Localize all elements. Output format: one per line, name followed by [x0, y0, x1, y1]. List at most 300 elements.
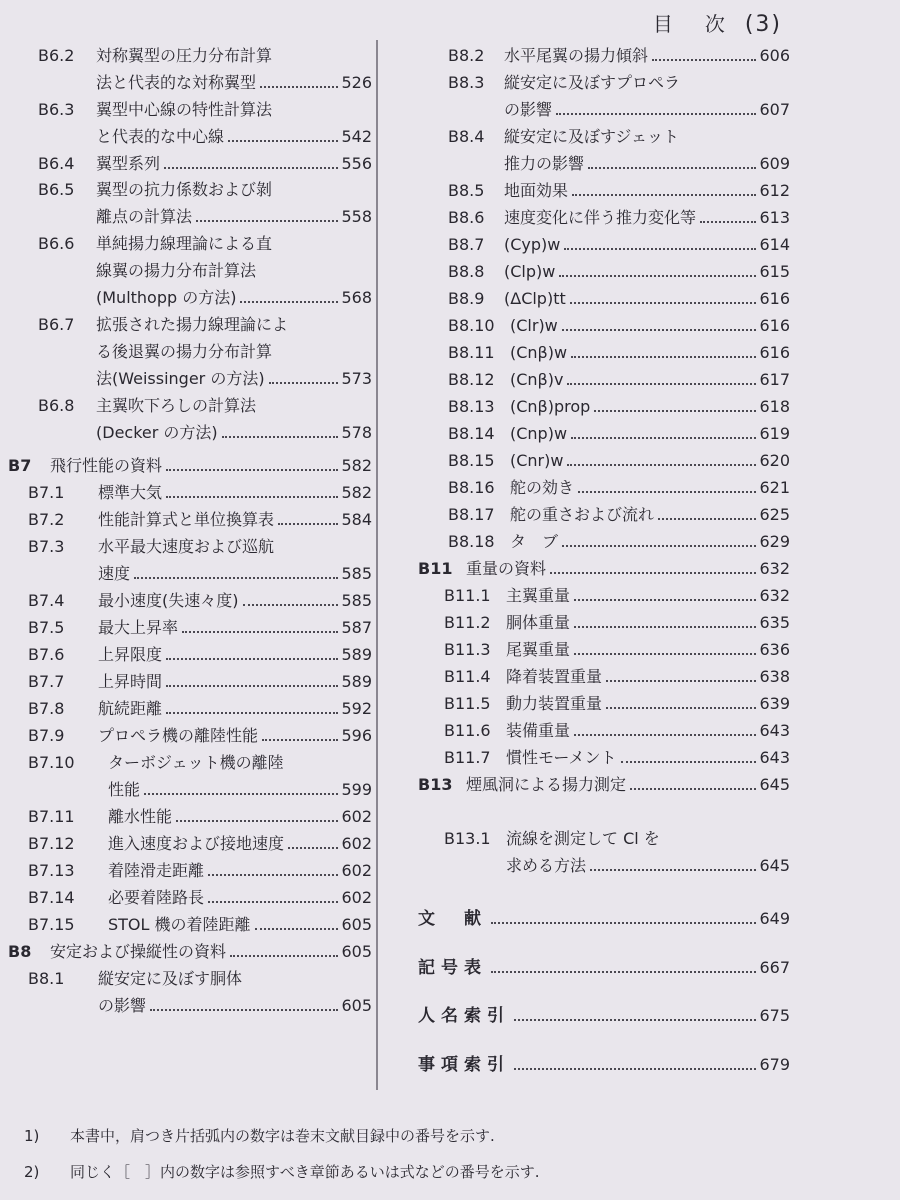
toc-entry[interactable]: [8, 938, 372, 965]
entry-title: (Cnr)w: [510, 451, 564, 470]
entry-title: 上昇時間: [98, 672, 163, 691]
toc-entry[interactable]: [448, 69, 790, 123]
section-number: B8.18: [448, 532, 495, 551]
entry-title: 単純揚力線理論による直: [96, 234, 273, 253]
entry-title: (Cyp)w: [504, 235, 561, 254]
page-number: 679: [759, 1055, 790, 1074]
toc-entry[interactable]: [38, 230, 372, 311]
dot-leader: [658, 518, 756, 520]
toc-entry[interactable]: [448, 447, 790, 474]
section-number: B7.13: [28, 861, 75, 880]
section-number: B7.12: [28, 834, 75, 853]
toc-entry[interactable]: [418, 771, 790, 798]
toc-entry-line: [448, 258, 790, 285]
toc-entry[interactable]: [418, 905, 790, 932]
page-number: 617: [759, 370, 790, 389]
dot-leader: [630, 788, 756, 790]
toc-entry[interactable]: [28, 830, 372, 857]
toc-entry[interactable]: [38, 96, 372, 150]
toc-entry-line: [38, 203, 372, 230]
entry-title: 動力装置重量: [506, 694, 603, 713]
section-number: B6.3: [38, 100, 75, 119]
toc-entry-line: [444, 825, 790, 852]
section-number: B11.5: [444, 694, 491, 713]
entry-title: 翼型の抗力係数および剝: [96, 180, 273, 199]
dot-leader: [260, 86, 338, 88]
dot-leader: [574, 734, 756, 736]
entry-title: (Cnβ)w: [510, 343, 568, 362]
toc-entry[interactable]: [448, 42, 790, 69]
section-number: B8: [8, 942, 32, 961]
toc-entry-line: [444, 636, 790, 663]
toc-entry-line: [38, 338, 372, 365]
entry-title: 降着装置重量: [506, 667, 603, 686]
entry-title: 離点の計算法: [96, 207, 193, 226]
dot-leader: [144, 793, 338, 795]
page-number: 573: [341, 369, 372, 388]
toc-entry-line: [38, 123, 372, 150]
entry-title: 性能: [108, 780, 141, 799]
toc-entry[interactable]: [28, 668, 372, 695]
section-number: B7.7: [28, 672, 65, 691]
dot-leader: [514, 1019, 756, 1021]
section-number: B8.9: [448, 289, 485, 308]
entry-title: STOL 機の着陸距離: [108, 915, 251, 934]
footnote-text: 同じく［ ］内の数字は参照すべき章節あるいは式などの番号を示す.: [70, 1163, 540, 1181]
entry-title: (Multhopp の方法): [96, 288, 237, 307]
page-number: 602: [341, 888, 372, 907]
page-number: 616: [759, 343, 790, 362]
toc-entry-line: [448, 42, 790, 69]
entry-title: (ΔClp)tt: [504, 289, 566, 308]
toc-entry-line: [448, 69, 790, 96]
entry-title: (Clr)w: [510, 316, 558, 335]
page-number: 606: [759, 46, 790, 65]
toc-entry[interactable]: [448, 258, 790, 285]
toc-entry-line: [28, 776, 372, 803]
section-number: B8.2: [448, 46, 485, 65]
toc-entry-line: [448, 285, 790, 312]
toc-entry-line: [444, 582, 790, 609]
dot-leader: [166, 496, 338, 498]
entry-title: 法と代表的な対称翼型: [96, 73, 257, 92]
entry-title: 速度変化に伴う推力変化等: [504, 208, 697, 227]
toc-entry-line: [448, 177, 790, 204]
page-number: 585: [341, 564, 372, 583]
entry-title: 舵の効き: [510, 478, 575, 497]
toc-entry-line: [448, 96, 790, 123]
section-number: B6.2: [38, 46, 75, 65]
section-number: B13.1: [444, 829, 491, 848]
toc-entry[interactable]: [28, 911, 372, 938]
toc-entry-line: [28, 560, 372, 587]
page-number: 609: [759, 154, 790, 173]
toc-entry[interactable]: [38, 392, 372, 446]
page-number: 636: [759, 640, 790, 659]
toc-entry[interactable]: [28, 695, 372, 722]
toc-entry-line: [418, 954, 790, 981]
page-number: 639: [759, 694, 790, 713]
dot-leader: [491, 971, 756, 973]
page-header: [653, 8, 782, 37]
section-number: B11.4: [444, 667, 491, 686]
dot-leader: [491, 922, 756, 924]
footnote-number: 1): [24, 1127, 40, 1145]
toc-entry[interactable]: [448, 177, 790, 204]
dot-leader: [550, 572, 756, 574]
page-number: 620: [759, 451, 790, 470]
section-number: B11.1: [444, 586, 491, 605]
toc-entry[interactable]: [418, 1002, 790, 1029]
toc-entry-line: [448, 339, 790, 366]
toc-entry-line: [448, 150, 790, 177]
toc-entry-line: [28, 911, 372, 938]
dot-leader: [571, 437, 756, 439]
entry-title: (Clp)w: [504, 262, 556, 281]
toc-entry-line: [28, 722, 372, 749]
toc-entry[interactable]: [28, 641, 372, 668]
entry-title: 地面効果: [504, 181, 569, 200]
section-number: B7.1: [28, 483, 65, 502]
toc-entry[interactable]: [448, 339, 790, 366]
dot-leader: [574, 653, 756, 655]
footnote-2: [24, 1154, 884, 1190]
dot-leader: [562, 329, 757, 331]
entry-title: 離水性能: [108, 807, 173, 826]
entry-title: (Decker の方法): [96, 423, 218, 442]
section-number: B7.14: [28, 888, 75, 907]
toc-entry[interactable]: [28, 479, 372, 506]
entry-title: 文 献: [418, 909, 487, 929]
toc-entry[interactable]: [28, 749, 372, 803]
toc-entry-line: [38, 365, 372, 392]
section-number: B8.4: [448, 127, 485, 146]
section-number: B7.15: [28, 915, 75, 934]
toc-entry[interactable]: [448, 528, 790, 555]
dot-leader: [574, 599, 756, 601]
entry-title: 縦安定に及ぼす胴体: [98, 969, 243, 988]
toc-entry[interactable]: [448, 420, 790, 447]
dot-leader: [578, 491, 756, 493]
toc-entry[interactable]: [28, 587, 372, 614]
section-number: B6.8: [38, 396, 75, 415]
toc-entry[interactable]: [28, 884, 372, 911]
toc-entry[interactable]: [38, 176, 372, 230]
entry-title: の影響: [504, 100, 553, 119]
page-number: 618: [759, 397, 790, 416]
entry-title: 流線を測定して Cl を: [506, 829, 660, 848]
section-number: B8.11: [448, 343, 495, 362]
toc-entry[interactable]: [38, 42, 372, 96]
entry-title: タ ブ: [510, 532, 559, 551]
page-number: 616: [759, 316, 790, 335]
dot-leader: [230, 955, 338, 957]
page-number: 645: [759, 856, 790, 875]
toc-entry-line: [448, 420, 790, 447]
page-number: 568: [341, 288, 372, 307]
dot-leader: [166, 658, 338, 660]
page-number: 584: [341, 510, 372, 529]
toc-entry-line: [38, 96, 372, 123]
toc-entry[interactable]: [448, 123, 790, 177]
entry-title: 航続距離: [98, 699, 163, 718]
section-number: B7.10: [28, 753, 75, 772]
dot-leader: [514, 1068, 756, 1070]
toc-entry[interactable]: [448, 474, 790, 501]
dot-leader: [176, 820, 338, 822]
toc-entry-line: [28, 803, 372, 830]
dot-leader: [652, 59, 756, 61]
page-number: 582: [341, 483, 372, 502]
toc-entry[interactable]: [28, 533, 372, 587]
toc-entry[interactable]: [448, 204, 790, 231]
toc-entry[interactable]: [444, 636, 790, 663]
entry-title: 慣性モーメント: [506, 748, 617, 767]
dot-leader: [240, 301, 338, 303]
toc-entry-line: [38, 284, 372, 311]
entry-title: 法(Weissinger の方法): [96, 369, 265, 388]
dot-leader: [222, 436, 339, 438]
footnote-1: [24, 1118, 884, 1154]
dot-leader: [556, 113, 756, 115]
page-number: 592: [341, 699, 372, 718]
header-label: 目 次: [652, 12, 731, 36]
entry-title: 記号表: [418, 958, 487, 978]
dot-leader: [269, 382, 339, 384]
entry-title: 主翼吹下ろしの計算法: [96, 396, 257, 415]
entry-title: 翼型系列: [96, 154, 161, 173]
page-number: 621: [759, 478, 790, 497]
toc-entry-line: [418, 771, 790, 798]
page-number: 585: [341, 591, 372, 610]
page-number: 596: [341, 726, 372, 745]
toc-entry-line: [28, 857, 372, 884]
dot-leader: [166, 685, 338, 687]
toc-entry[interactable]: [444, 717, 790, 744]
entry-title: 拡張された揚力線理論によ: [96, 315, 289, 334]
toc-entry[interactable]: [444, 582, 790, 609]
page-number: 542: [341, 127, 372, 146]
toc-entry-line: [448, 393, 790, 420]
toc-entry-line: [38, 419, 372, 446]
section-number: B8.6: [448, 208, 485, 227]
page-number: 645: [759, 775, 790, 794]
section-number: B13: [418, 775, 453, 794]
toc-entry-line: [28, 614, 372, 641]
dot-leader: [196, 220, 338, 222]
section-number: B7.6: [28, 645, 65, 664]
toc-entry[interactable]: [448, 312, 790, 339]
page-number: 578: [341, 423, 372, 442]
toc-entry-line: [28, 506, 372, 533]
section-number: B11.3: [444, 640, 491, 659]
entry-title: 進入速度および接地速度: [108, 834, 285, 853]
toc-entry-line: [448, 474, 790, 501]
entry-title: 縦安定に及ぼすプロペラ: [504, 73, 681, 92]
footnote-number: 2): [24, 1163, 40, 1181]
dot-leader: [262, 739, 338, 741]
section-number: B8.17: [448, 505, 495, 524]
page-number: 638: [759, 667, 790, 686]
toc-entry[interactable]: [28, 965, 372, 1019]
entry-title: (Cnβ)v: [510, 370, 564, 389]
toc-entry-line: [28, 533, 372, 560]
page-number: 605: [341, 942, 372, 961]
toc-entry[interactable]: [418, 954, 790, 981]
dot-leader: [166, 712, 338, 714]
dot-leader: [562, 545, 756, 547]
entry-title: 装備重量: [506, 721, 571, 740]
page-number: 556: [341, 154, 372, 173]
page-number: 632: [759, 559, 790, 578]
page-number: 607: [759, 100, 790, 119]
entry-title: 水平最大速度および巡航: [98, 537, 275, 556]
entry-title: (Cnp)w: [510, 424, 568, 443]
entry-title: 事項索引: [418, 1055, 510, 1075]
entry-title: 安定および操縦性の資料: [50, 942, 227, 961]
section-number: B6.6: [38, 234, 75, 253]
section-number: B7.5: [28, 618, 65, 637]
dot-leader: [243, 604, 339, 606]
page-number: 602: [341, 807, 372, 826]
page-number: 526: [341, 73, 372, 92]
dot-leader: [228, 140, 338, 142]
page-number: 612: [759, 181, 790, 200]
dot-leader: [571, 356, 756, 358]
toc-entry-line: [28, 965, 372, 992]
toc-entry-line: [28, 695, 372, 722]
toc-entry[interactable]: [448, 366, 790, 393]
toc-entry[interactable]: [28, 803, 372, 830]
toc-entry[interactable]: [28, 857, 372, 884]
toc-entry-line: [28, 992, 372, 1019]
dot-leader: [166, 469, 338, 471]
toc-entry[interactable]: [444, 690, 790, 717]
page-number: 632: [759, 586, 790, 605]
page-number: 558: [341, 207, 372, 226]
toc-entry-line: [448, 501, 790, 528]
entry-title: 線翼の揚力分布計算法: [96, 261, 257, 280]
toc-entry-line: [38, 257, 372, 284]
toc-entry-line: [448, 366, 790, 393]
toc-entry-line: [38, 42, 372, 69]
toc-entry[interactable]: [448, 285, 790, 312]
dot-leader: [606, 707, 756, 709]
entry-title: 着陸滑走距離: [108, 861, 205, 880]
toc-entry-line: [444, 663, 790, 690]
toc-entry-line: [448, 312, 790, 339]
section-number: B11.2: [444, 613, 491, 632]
dot-leader: [594, 410, 756, 412]
toc-entry[interactable]: [28, 506, 372, 533]
toc-entry-line: [448, 204, 790, 231]
toc-entry-line: [418, 555, 790, 582]
entry-title: 最大上昇率: [98, 618, 179, 637]
toc-entry[interactable]: [28, 614, 372, 641]
entry-title: 飛行性能の資料: [50, 456, 163, 475]
dot-leader: [567, 383, 756, 385]
toc-entry[interactable]: [448, 393, 790, 420]
column-divider: [376, 40, 378, 1090]
section-number: B8.5: [448, 181, 485, 200]
toc-entry[interactable]: [444, 663, 790, 690]
entry-title: プロペラ機の離陸性能: [98, 726, 259, 745]
toc-entry[interactable]: [38, 311, 372, 392]
section-number: B8.3: [448, 73, 485, 92]
section-number: B11.6: [444, 721, 491, 740]
entry-title: 最小速度(失速々度): [98, 591, 239, 610]
dot-leader: [567, 464, 756, 466]
dot-leader: [572, 194, 756, 196]
toc-entry[interactable]: [448, 231, 790, 258]
page-number: 582: [341, 456, 372, 475]
toc-entry[interactable]: [444, 744, 790, 771]
toc-entry[interactable]: [8, 452, 372, 479]
entry-title: 性能計算式と単位換算表: [98, 510, 275, 529]
section-number: B7.4: [28, 591, 65, 610]
dot-leader: [278, 523, 338, 525]
toc-entry[interactable]: [418, 555, 790, 582]
page-number: 605: [341, 915, 372, 934]
page-number: 667: [759, 958, 790, 977]
entry-title: 煙風洞による揚力測定: [466, 775, 627, 794]
entry-title: 水平尾翼の揚力傾斜: [504, 46, 649, 65]
page-number: 675: [759, 1006, 790, 1025]
toc-entry-line: [28, 479, 372, 506]
entry-title: 舵の重さおよび流れ: [510, 505, 655, 524]
toc-entry-line: [38, 69, 372, 96]
section-number: B6.4: [38, 154, 75, 173]
page-number: 605: [341, 996, 372, 1015]
toc-entry[interactable]: [444, 609, 790, 636]
section-number: B8.12: [448, 370, 495, 389]
page-number: 589: [341, 672, 372, 691]
toc-entry-line: [28, 641, 372, 668]
entry-title: ターボジェット機の離陸: [108, 753, 284, 772]
footnote-text: 本書中，肩つき片括弧内の数字は巻末文献目録中の番号を示す.: [70, 1127, 495, 1145]
page-number: 625: [759, 505, 790, 524]
dot-leader: [621, 761, 757, 763]
page-number: 635: [759, 613, 790, 632]
page-number: 649: [759, 909, 790, 928]
dot-leader: [559, 275, 756, 277]
entry-title: 重量の資料: [466, 559, 547, 578]
toc-entry-line: [38, 150, 372, 177]
section-number: B11.7: [444, 748, 491, 767]
toc-entry[interactable]: [448, 501, 790, 528]
section-number: B8.1: [28, 969, 65, 988]
section-number: B7.2: [28, 510, 65, 529]
footnotes: [24, 1118, 884, 1190]
toc-entry-line: [28, 749, 372, 776]
entry-title: 対称翼型の圧力分布計算: [96, 46, 273, 65]
toc-entry[interactable]: [28, 722, 372, 749]
dot-leader: [574, 626, 756, 628]
toc-entry-line: [38, 176, 372, 203]
toc-entry-line: [444, 744, 790, 771]
section-number: B8.14: [448, 424, 495, 443]
section-number: B8.13: [448, 397, 495, 416]
toc-entry[interactable]: [444, 825, 790, 879]
dot-leader: [288, 847, 338, 849]
page-number: 589: [341, 645, 372, 664]
dot-leader: [164, 167, 338, 169]
page-number: 643: [759, 748, 790, 767]
toc-entry[interactable]: [38, 150, 372, 177]
page-number: 599: [341, 780, 372, 799]
section-number: B8.15: [448, 451, 495, 470]
toc-entry[interactable]: [418, 1051, 790, 1078]
